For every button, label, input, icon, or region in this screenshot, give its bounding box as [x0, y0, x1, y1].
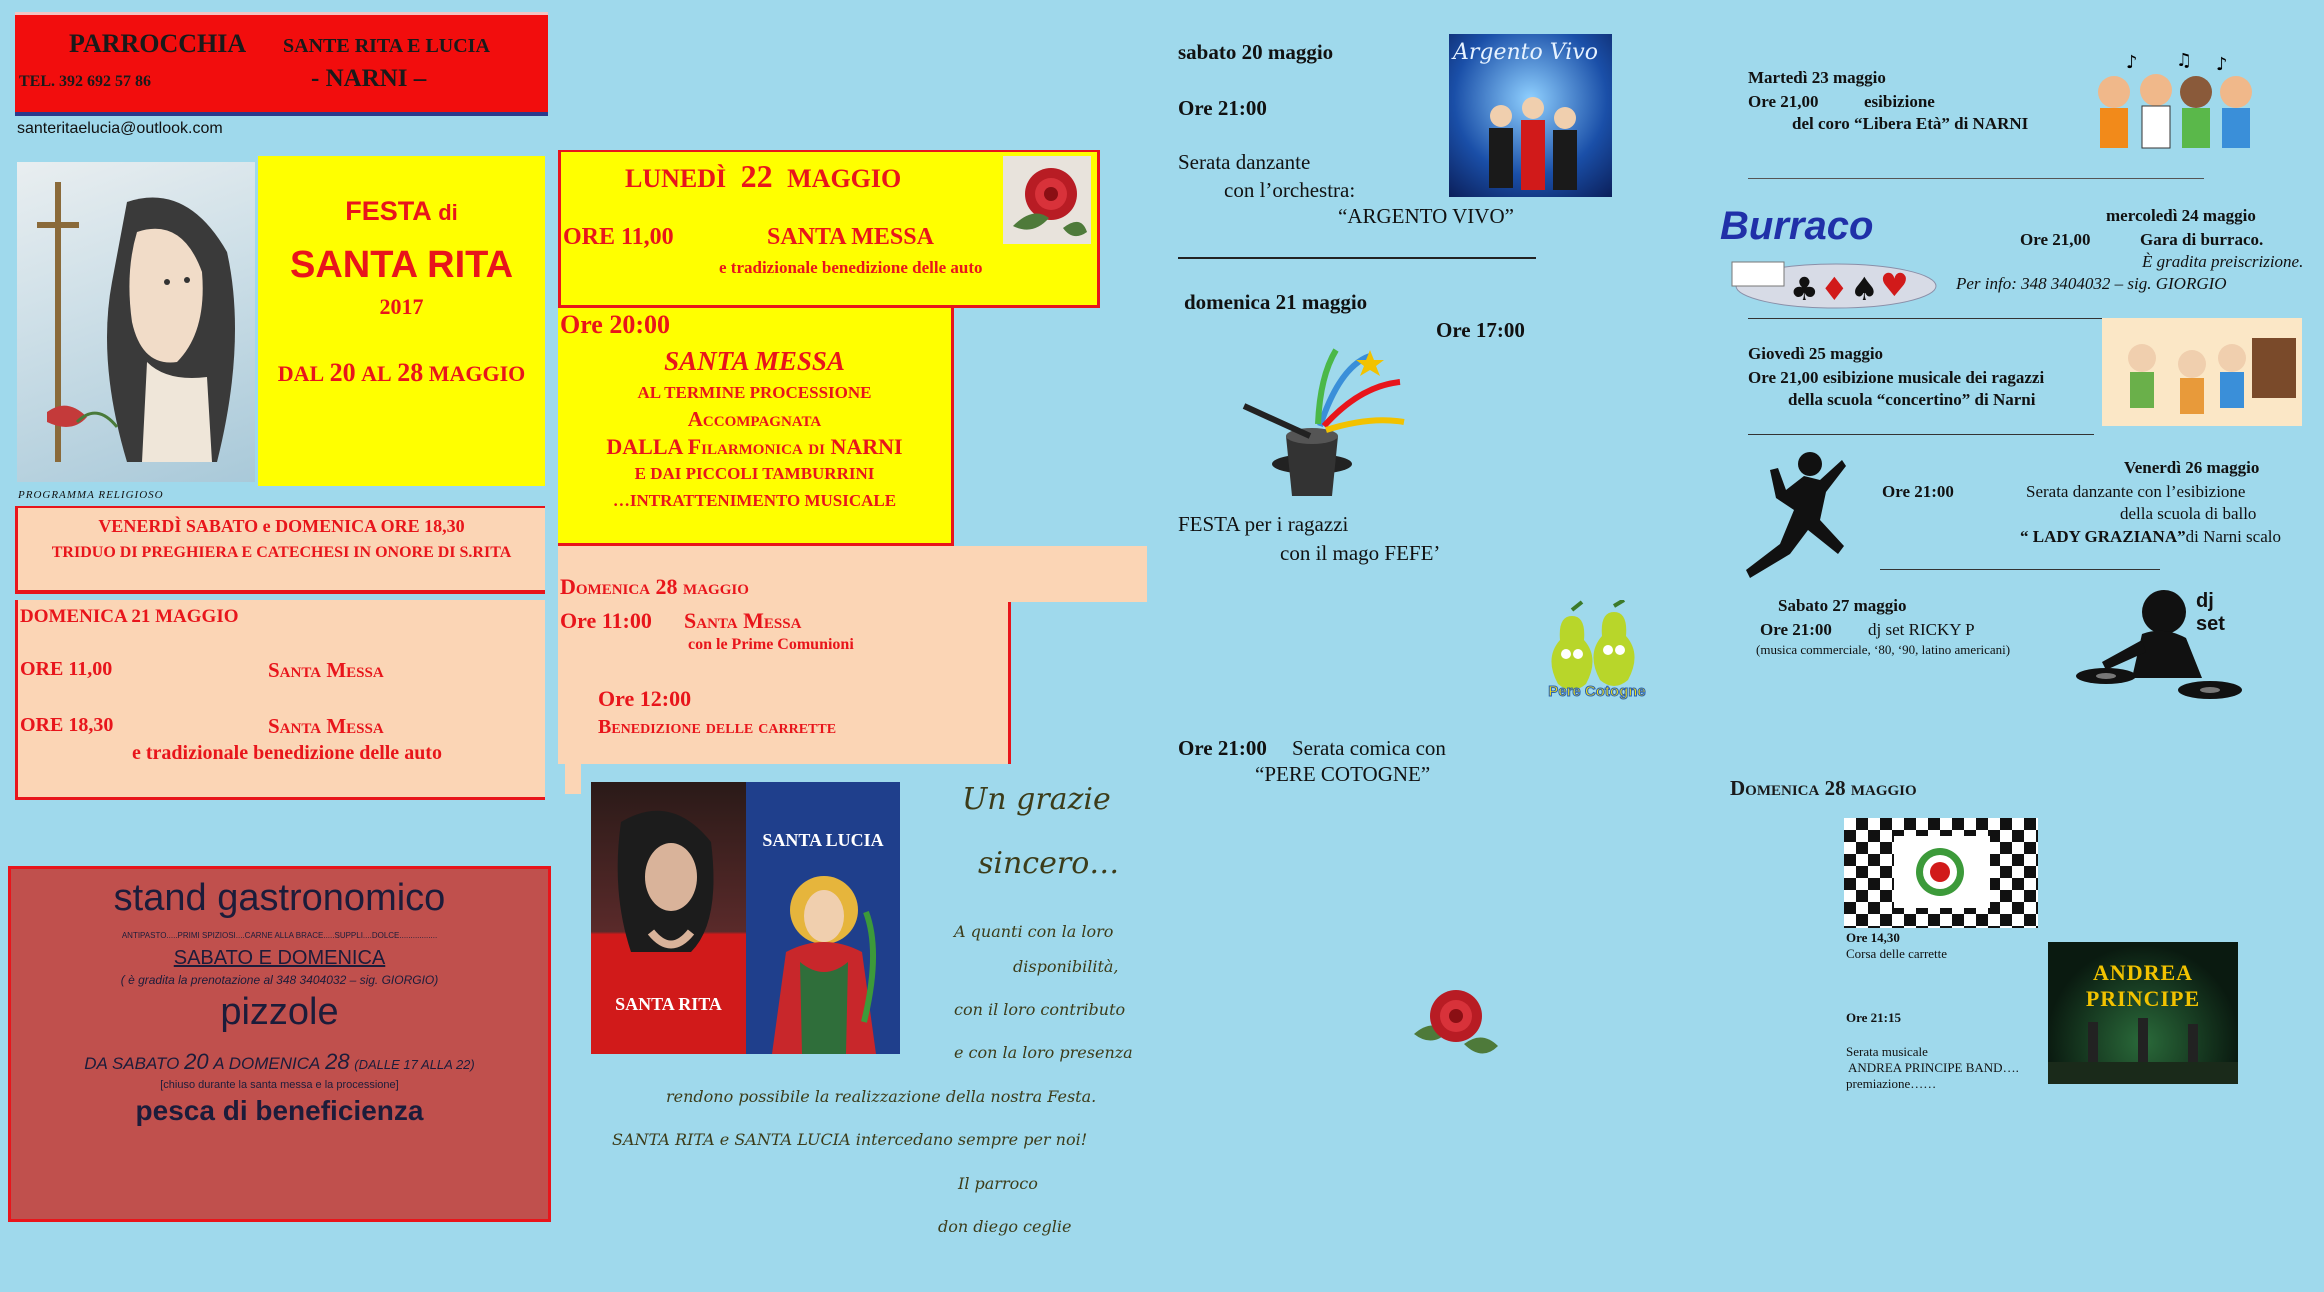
dates-maggio: MAGGIO — [428, 361, 526, 386]
sabato20-date: sabato 20 maggio — [1178, 40, 1334, 64]
domenica21-box — [15, 600, 545, 800]
lunedi-maggio: MAGGIO — [787, 164, 902, 193]
sera22-box — [558, 308, 954, 546]
domenica21b-ore: Ore 17:00 — [1436, 318, 1525, 342]
parish-email[interactable]: santeritaelucia@outlook.com — [17, 120, 223, 137]
pizzole-da: DA SABATO — [84, 1054, 180, 1073]
principe-poster-text: ANDREA PRINCIPE — [2085, 960, 2201, 1011]
santa-lucia-caption: SANTA LUCIA — [762, 830, 884, 850]
sera22-l5: …INTRATTENIMENTO MUSICALE — [612, 491, 897, 510]
dates-20: 20 — [329, 358, 356, 387]
divider-line-4 — [1748, 434, 2094, 435]
town-name: - NARNI – — [311, 65, 427, 92]
stand-days: SABATO E DOMENICA — [173, 947, 386, 969]
domenica21b-l1: FESTA per i ragazzi — [1178, 512, 1349, 536]
domenica21b-l3: Serata comica con — [1292, 736, 1446, 760]
domenica28b-ore1: Ore 14,30 — [1846, 930, 1900, 945]
magic-hat-image — [1240, 346, 1410, 506]
festa-santa-rita: SANTA RITA — [289, 244, 514, 286]
sera22-ore: Ore 20:00 — [560, 310, 670, 339]
rose-image-2 — [1408, 974, 1504, 1070]
venerdi26-ore: Ore 21:00 — [1882, 482, 1954, 501]
domenica21-ore2: ORE 18,30 — [20, 714, 114, 736]
sera22-l4: E DAI PICCOLI TAMBURRINI — [634, 464, 875, 483]
stand-prenota: ( è gradita la prenotazione al 348 3404032 – sig. GIORGIO) — [120, 973, 439, 987]
domenica21-event2: Santa Messa — [268, 714, 384, 738]
dj-icon — [2072, 578, 2244, 710]
grazie-l2: disponibilità, — [1013, 957, 1119, 976]
domenica28b-l4: premiazione…… — [1846, 1076, 1937, 1091]
mercoledi24-l1: Gara di burraco. — [2140, 230, 2264, 249]
domenica28b-l3: ANDREA PRINCIPE BAND…. — [1848, 1060, 2019, 1075]
pizzole-title: pizzole — [220, 991, 339, 1033]
svg-text:♦: ♦ — [1820, 270, 1849, 308]
pizzole-28: 28 — [325, 1049, 350, 1074]
martedi23-l2: del coro “Libera Età” di NARNI — [1792, 114, 2029, 133]
sabato27-ore: Ore 21:00 — [1760, 620, 1832, 639]
pesca-title: pesca di beneficienza — [135, 1095, 424, 1126]
triduo-line1: VENERDÌ SABATO e DOMENICA ORE 18,30 — [98, 516, 465, 536]
sabato20-l3: “ARGENTO VIVO” — [1338, 204, 1514, 228]
magic-hat-icon — [1240, 346, 1410, 506]
principe-band-poster — [2048, 942, 2238, 1084]
stand-box — [8, 866, 551, 1222]
venerdi26-date: Venerdì 26 maggio — [2124, 458, 2260, 477]
mercoledi24-ore: Ore 21,00 — [2020, 230, 2091, 249]
domenica28a-event1: Santa Messa — [684, 608, 802, 633]
venerdi26-l3a: “ LADY GRAZIANA” — [2020, 527, 2186, 546]
header-banner — [15, 12, 548, 116]
grazie-l4: e con la loro presenza — [954, 1043, 1133, 1062]
pere-cotogne-logo — [1542, 600, 1652, 716]
domenica21b-ore2: Ore 21:00 — [1178, 736, 1267, 760]
svg-text:♫: ♫ — [2176, 52, 2193, 71]
svg-text:♥: ♥ — [1880, 266, 1909, 304]
domenica21b-l4: “PERE COTOGNE” — [1255, 762, 1431, 786]
triduo-line2: TRIDUO DI PREGHIERA E CATECHESI IN ONORE DI S.RITA — [51, 544, 512, 561]
dates-dal: DAL — [277, 361, 325, 386]
lunedi22-box — [558, 150, 1100, 308]
festa-year: 2017 — [379, 294, 424, 319]
music-kids-image — [2102, 318, 2302, 426]
domenica28a-header — [558, 546, 1147, 602]
music-kids-icon — [2102, 318, 2302, 426]
rose-image-1 — [1003, 156, 1091, 244]
divider-line-3 — [1748, 318, 2104, 319]
stand-menu: ANTIPASTO.....PRIMI SPIZIOSI....CARNE ALLA BRACE.....SUPPLI....DOLCE................. — [121, 931, 438, 940]
domenica28a-event2: Benedizione delle carrette — [598, 716, 837, 738]
grazie-title2: sincero… — [978, 846, 1120, 881]
sabato27-date: Sabato 27 maggio — [1778, 596, 1907, 615]
singers-image — [2086, 52, 2264, 152]
argento-vivo-poster — [1449, 34, 1612, 197]
dj-set-label: dj set — [2196, 590, 2225, 635]
parish-phone: TEL. 392 692 57 86 — [19, 73, 152, 90]
martedi23-date: Martedì 23 maggio — [1748, 68, 1886, 87]
giovedi25-l2: della scuola “concertino” di Narni — [1788, 390, 2036, 409]
santa-rita-image — [591, 782, 746, 1054]
sera22-messa: SANTA MESSA — [664, 346, 845, 376]
rose-icon — [1408, 974, 1504, 1070]
mercoledi24-date: mercoledì 24 maggio — [2106, 206, 2256, 225]
mercoledi24-l2: È gradita preiscrizione. — [2142, 252, 2304, 271]
pere-cotogne-text: Pere Cotogne — [1548, 683, 1646, 700]
sera22-l3: DALLA Filarmonica di NARNI — [606, 434, 903, 459]
venerdi26-l2: della scuola di ballo — [2120, 504, 2257, 523]
sabato20-l2: con l’orchestra: — [1224, 178, 1356, 202]
svg-text:♪: ♪ — [2126, 52, 2138, 73]
lunedi-event-b: e tradizionale benedizione delle auto — [719, 258, 983, 277]
grazie-l1: A quanti con la loro — [954, 922, 1114, 941]
pizzole-note: [chiuso durante la santa messa e la processione] — [160, 1079, 399, 1091]
domenica28b-title: Domenica 28 maggio — [1730, 776, 1917, 800]
domenica28a-box — [558, 602, 1011, 764]
festa-box — [258, 156, 545, 486]
svg-text:♣: ♣ — [1790, 270, 1819, 308]
divider-line-2 — [1748, 178, 2204, 179]
santa-rita-drawing — [17, 162, 255, 482]
parish-title: PARROCCHIA — [69, 29, 247, 58]
lunedi-event: SANTA MESSA — [767, 224, 934, 250]
singers-icon — [2086, 52, 2264, 152]
burraco-text: Burraco — [1720, 204, 1874, 248]
pizzole-20: 20 — [184, 1049, 209, 1074]
domenica21-ore1: ORE 11,00 — [20, 658, 113, 680]
cards-icon — [1716, 200, 1938, 312]
dancer-image — [1746, 450, 1850, 584]
pizzole-orari: (DALLE 17 ALLA 22) — [354, 1057, 475, 1072]
saint-portrait-icon — [17, 162, 255, 482]
grazie-l6: SANTA RITA e SANTA LUCIA intercedano sempre per noi! — [612, 1130, 1088, 1149]
domenica21b-date: domenica 21 maggio — [1184, 290, 1368, 314]
grazie-l7: Il parroco — [958, 1174, 1038, 1193]
domenica21-event2b: e tradizionale benedizione delle auto — [132, 742, 442, 764]
domenica28b-l2: Serata musicale — [1846, 1044, 1928, 1059]
grazie-l3: con il loro contributo — [954, 1000, 1126, 1019]
martedi23-ore: Ore 21,00 — [1748, 92, 1819, 111]
domenica21-event1: Santa Messa — [268, 658, 384, 682]
peach-tab — [565, 764, 581, 794]
dates-al: AL — [361, 361, 392, 386]
santa-rita-caption: SANTA RITA — [615, 994, 722, 1014]
sabato20-l1: Serata danzante — [1178, 150, 1311, 174]
mercoledi24-l3: Per info: 348 3404032 – sig. GIORGIO — [1956, 274, 2227, 293]
dancer-icon — [1746, 450, 1850, 584]
festa-word: FESTA — [345, 196, 431, 226]
triduo-box — [15, 506, 545, 594]
grazie-l5: rendono possibile la realizzazione della nostra Festa. — [666, 1087, 1097, 1106]
domenica28a-ore2: Ore 12:00 — [598, 686, 692, 711]
lunedi-word: LUNEDÌ — [625, 164, 727, 193]
pizzole-a: A DOMENICA — [213, 1054, 321, 1073]
festa-di: di — [438, 200, 458, 225]
domenica28b-l1: Corsa delle carrette — [1846, 946, 1948, 961]
svg-text:♠: ♠ — [1850, 270, 1879, 308]
sera22-l2: Accompagnata — [687, 407, 822, 431]
checkered-flag-image — [1844, 818, 2038, 928]
sera22-l1: AL TERMINE PROCESSIONE — [637, 383, 872, 402]
dj-image — [2072, 578, 2244, 710]
argento-vivo-logo: Argento Vivo — [1453, 40, 1598, 65]
grazie-title1: Un grazie — [962, 782, 1111, 817]
sabato27-l2: (musica commerciale, ‘80, ‘90, latino americani) — [1756, 642, 2011, 657]
band-stage-icon — [2048, 942, 2238, 1084]
rose-icon — [1003, 156, 1091, 244]
svg-text:♪: ♪ — [2216, 54, 2228, 75]
domenica28a-event1b: con le Prime Comunioni — [688, 636, 854, 653]
giovedi25-date: Giovedì 25 maggio — [1748, 344, 1884, 363]
saints-title: SANTE RITA E LUCIA — [283, 35, 490, 57]
martedi23-l1: esibizione — [1864, 92, 1935, 111]
band-members-icon — [1449, 34, 1612, 197]
stand-title: stand gastronomico — [113, 877, 446, 919]
sabato20-ore: Ore 21:00 — [1178, 96, 1267, 120]
saint-lucia-icon — [746, 782, 900, 1054]
lunedi-ore: ORE 11,00 — [563, 224, 674, 250]
programma-label: PROGRAMMA RELIGIOSO — [18, 489, 164, 501]
venerdi26-l1: Serata danzante con l’esibizione — [2026, 482, 2246, 501]
giovedi25-l1: Ore 21,00 esibizione musicale dei ragazzi — [1748, 368, 2045, 387]
domenica21b-l2: con il mago FEFE’ — [1280, 541, 1441, 565]
sabato27-l1: dj set RICKY P — [1868, 620, 1975, 639]
grazie-l8: don diego ceglie — [938, 1217, 1072, 1236]
divider-line-1 — [1178, 257, 1536, 259]
burraco-logo — [1716, 200, 1938, 312]
checkered-flag-icon — [1844, 818, 2038, 928]
domenica28b-ore2: Ore 21:15 — [1846, 1010, 1901, 1025]
domenica28a-title: Domenica 28 maggio — [560, 574, 749, 599]
domenica21-title: DOMENICA 21 MAGGIO — [20, 606, 239, 627]
domenica28a-ore1: Ore 11:00 — [560, 608, 652, 633]
santa-lucia-image — [746, 782, 900, 1054]
venerdi26-l3b: di Narni scalo — [2185, 527, 2281, 546]
lunedi-22: 22 — [740, 158, 773, 194]
dates-28: 28 — [397, 358, 424, 387]
divider-line-5 — [1880, 569, 2160, 570]
